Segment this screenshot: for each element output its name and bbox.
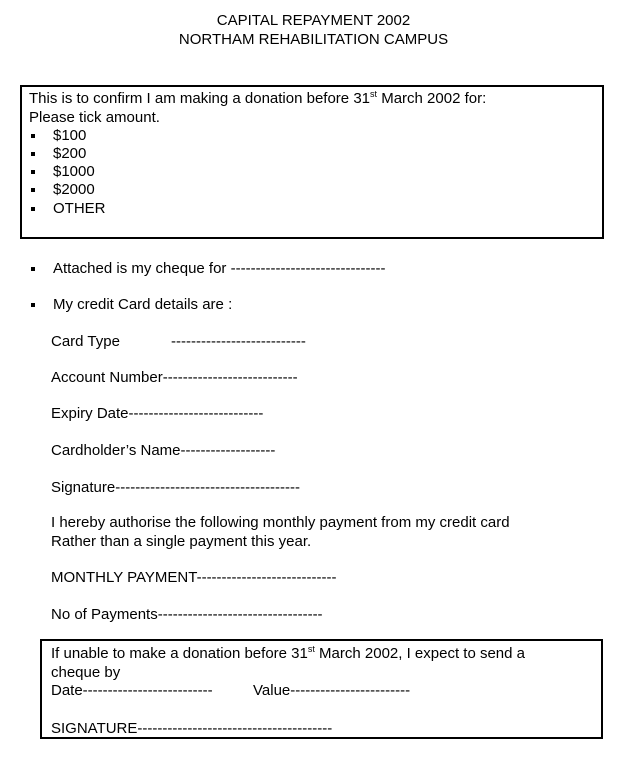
later-signature-field[interactable]: SIGNATURE--------------------------------------- (51, 720, 333, 737)
authorise-text-line2: Rather than a single payment this year. (51, 533, 312, 550)
later-value-field[interactable]: Value------------------------ (253, 682, 411, 699)
authorise-text-line1: I hereby authorise the following monthly payment from my credit card (51, 514, 510, 531)
tick-instruction: Please tick amount. (29, 109, 160, 126)
amount-option-2000[interactable]: $2000 (53, 181, 95, 198)
card-type-label: Card Type (51, 333, 120, 350)
bullet-icon (31, 303, 35, 307)
no-of-payments-field[interactable]: No of Payments--------------------------------- (51, 606, 323, 623)
later-donation-text-line2: cheque by (51, 664, 121, 681)
amount-option-other[interactable]: OTHER (53, 200, 106, 217)
card-type-field[interactable]: --------------------------- (171, 333, 306, 350)
bullet-icon (31, 188, 35, 192)
cardholder-name-field[interactable]: Cardholder’s Name------------------- (51, 442, 276, 459)
bullet-icon (31, 134, 35, 138)
signature-field[interactable]: Signature------------------------------------- (51, 479, 301, 496)
page-title: CAPITAL REPAYMENT 2002 (216, 12, 411, 29)
credit-card-heading: My credit Card details are : (53, 296, 233, 313)
cheque-field[interactable]: Attached is my cheque for ------------------------------- (53, 260, 386, 277)
amount-option-1000[interactable]: $1000 (53, 163, 95, 180)
page-subtitle: NORTHAM REHABILITATION CAMPUS (178, 31, 449, 48)
bullet-icon (31, 170, 35, 174)
bullet-icon (31, 152, 35, 156)
monthly-payment-field[interactable]: MONTHLY PAYMENT---------------------------- (51, 569, 337, 586)
later-date-field[interactable]: Date-------------------------- (51, 682, 213, 699)
confirm-text: This is to confirm I am making a donation before 31st March 2002 for: (29, 89, 487, 107)
amount-option-100[interactable]: $100 (53, 127, 87, 144)
bullet-icon (31, 267, 35, 271)
expiry-date-field[interactable]: Expiry Date--------------------------- (51, 405, 264, 422)
amount-option-200[interactable]: $200 (53, 145, 87, 162)
account-number-field[interactable]: Account Number--------------------------- (51, 369, 298, 386)
later-donation-text: If unable to make a donation before 31st March 2002, I expect to send a (51, 644, 525, 662)
bullet-icon (31, 207, 35, 211)
